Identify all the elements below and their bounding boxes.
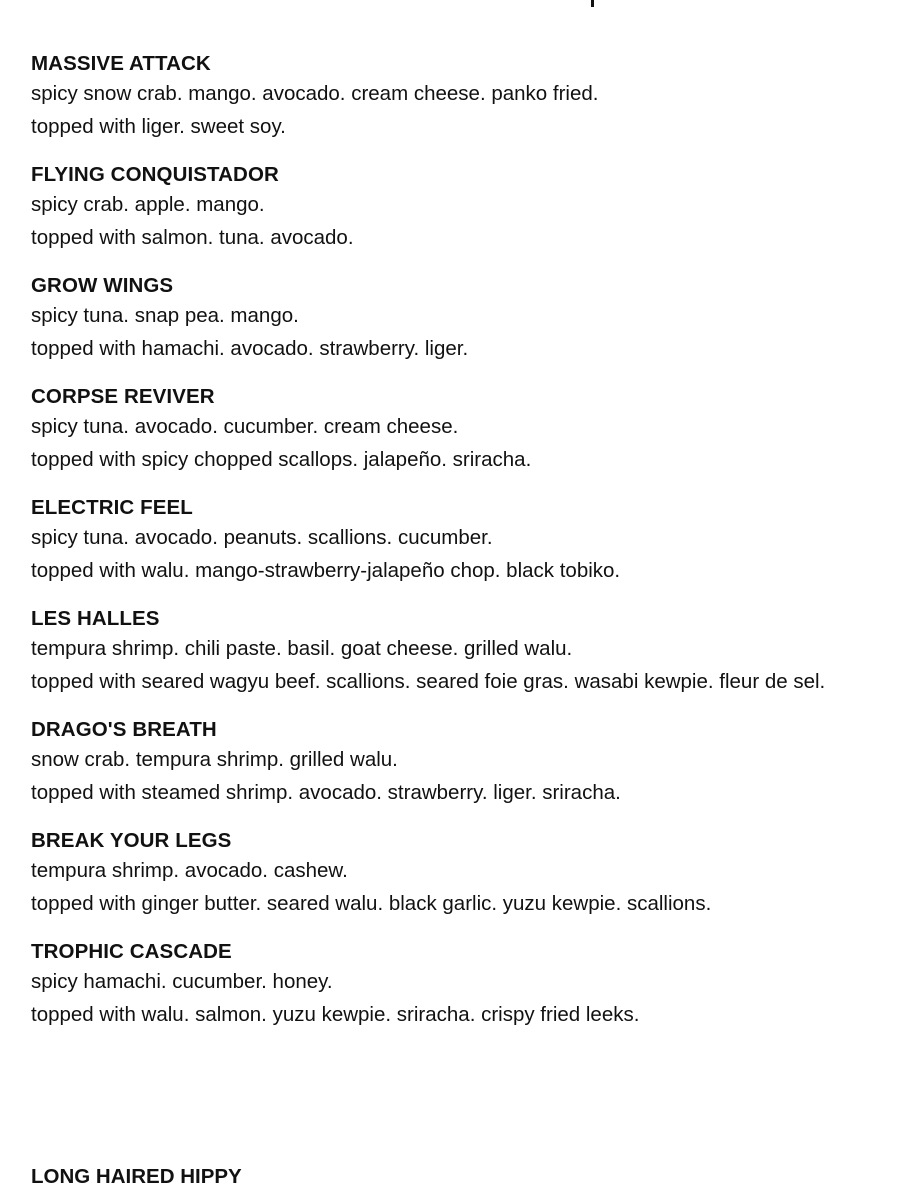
- menu-item-name: ELECTRIC FEEL: [31, 496, 193, 519]
- menu-item-topping: topped with spicy chopped scallops. jalapeño. sriracha.: [31, 448, 532, 471]
- menu-item-name: CORPSE REVIVER: [31, 385, 215, 408]
- menu-item: [31, 716, 901, 811]
- menu-item-description: spicy tuna. snap pea. mango.: [31, 304, 299, 327]
- menu-item-description: spicy tuna. avocado. cucumber. cream cheese.: [31, 415, 459, 438]
- menu-item: [31, 272, 901, 367]
- menu-item-name: LES HALLES: [31, 607, 160, 630]
- menu-item: [31, 50, 901, 145]
- menu-item-description: spicy tuna. avocado. peanuts. scallions. cucumber.: [31, 526, 493, 549]
- menu-item-topping: topped with ginger butter. seared walu. black garlic. yuzu kewpie. scallions.: [31, 892, 712, 915]
- menu-item-description: spicy snow crab. mango. avocado. cream cheese. panko fried.: [31, 82, 599, 105]
- menu-item: [31, 161, 901, 256]
- menu-item-name: FLYING CONQUISTADOR: [31, 163, 279, 186]
- menu-item: [31, 827, 901, 922]
- menu-item: [31, 605, 901, 700]
- menu-item-topping: topped with steamed shrimp. avocado. strawberry. liger. sriracha.: [31, 781, 621, 804]
- menu-item-topping: topped with walu. salmon. yuzu kewpie. sriracha. crispy fried leeks.: [31, 1003, 640, 1026]
- menu-item-name: BREAK YOUR LEGS: [31, 829, 232, 852]
- menu-item-name: DRAGO'S BREATH: [31, 718, 217, 741]
- menu-item-name: TROPHIC CASCADE: [31, 940, 232, 963]
- menu-item-name: GROW WINGS: [31, 274, 174, 297]
- menu-item-description: tempura shrimp. avocado. cashew.: [31, 859, 348, 882]
- menu-item: [31, 383, 901, 478]
- menu-item-topping: topped with hamachi. avocado. strawberry. liger.: [31, 337, 469, 360]
- menu-item: [31, 938, 901, 1033]
- menu-item-description: spicy crab. apple. mango.: [31, 193, 265, 216]
- menu-item-topping: topped with seared wagyu beef. scallions. seared foie gras. wasabi kewpie. fleur de sel.: [31, 670, 826, 693]
- menu-item-topping: topped with liger. sweet soy.: [31, 115, 286, 138]
- menu-item-description: spicy hamachi. cucumber. honey.: [31, 970, 333, 993]
- menu-item-description: tempura shrimp. chili paste. basil. goat cheese. grilled walu.: [31, 637, 573, 660]
- top-cutoff-mark: [591, 0, 594, 7]
- menu-item-topping: topped with salmon. tuna. avocado.: [31, 226, 354, 249]
- menu-item-name: MASSIVE ATTACK: [31, 52, 211, 75]
- menu-item-description: snow crab. tempura shrimp. grilled walu.: [31, 748, 398, 771]
- roll-menu-list: [31, 50, 901, 1049]
- menu-item: [31, 494, 901, 589]
- menu-item-topping: topped with walu. mango-strawberry-jalapeño chop. black tobiko.: [31, 559, 621, 582]
- menu-item-name-partial: LONG HAIRED HIPPY: [31, 1165, 242, 1188]
